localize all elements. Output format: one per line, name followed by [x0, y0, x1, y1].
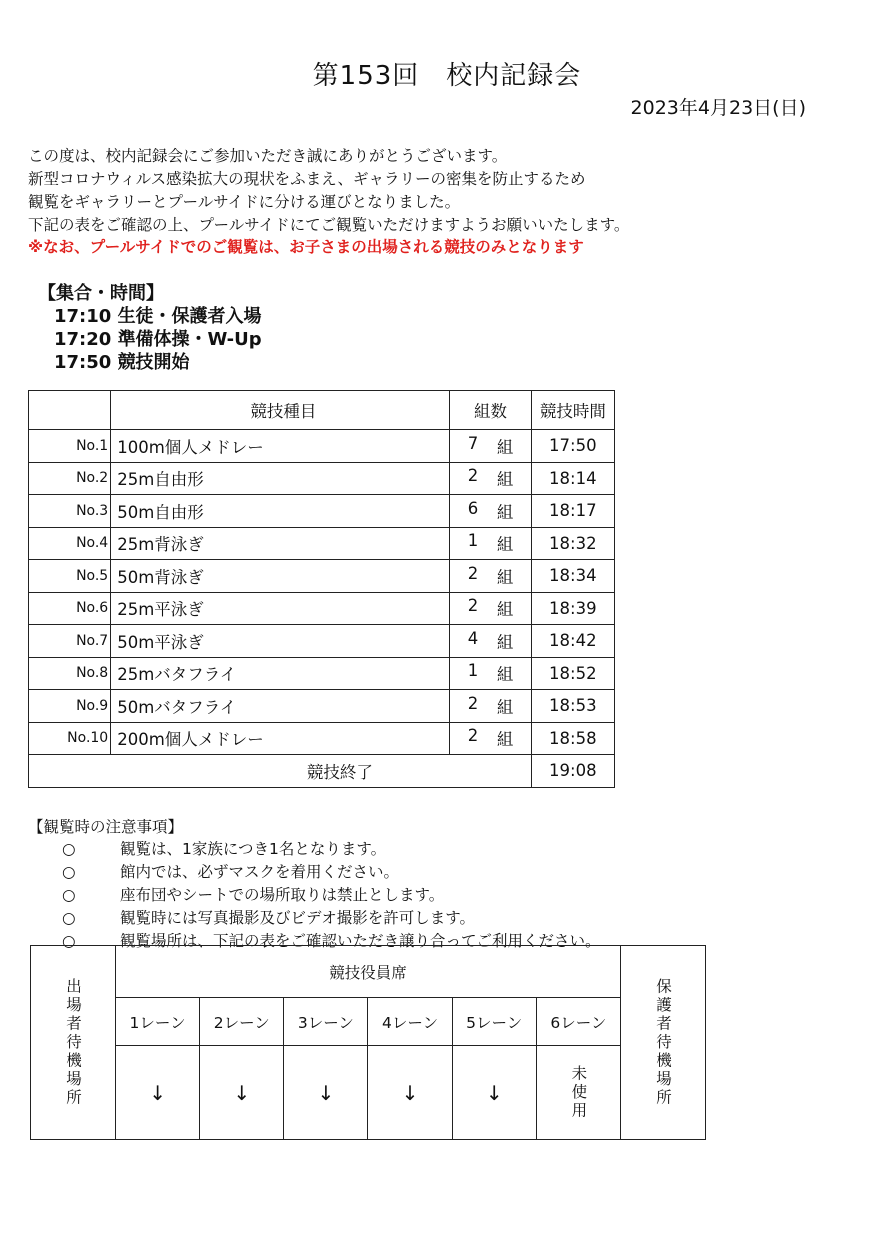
- event-date: 2023年4月23日(日): [630, 97, 806, 119]
- table-row: [29, 462, 615, 495]
- event-groups: [450, 657, 531, 690]
- table-row: [29, 722, 615, 755]
- schedule-title: 【集合・時間】: [38, 283, 164, 304]
- event-groups: [450, 527, 531, 560]
- lane-table: [30, 945, 706, 1140]
- event-time: 18:17: [531, 495, 614, 528]
- group-count: 6: [467, 498, 479, 518]
- event-name: 50m背泳ぎ: [111, 560, 450, 593]
- event-number: No.5: [29, 560, 111, 593]
- circle-icon: ○: [62, 886, 76, 904]
- intro-line: この度は、校内記録会にご参加いただき誠にありがとうございます。: [28, 147, 508, 165]
- group-count: 1: [467, 661, 479, 681]
- note-item: [62, 884, 444, 907]
- schedule-item: 17:20 準備体操・W-Up: [54, 329, 262, 350]
- note-item: [62, 861, 399, 884]
- circle-icon: ○: [62, 932, 76, 950]
- group-unit: 組: [496, 730, 514, 750]
- arrow-down-icon: ↓: [368, 1046, 452, 1140]
- lane-label: 1レーン: [116, 998, 200, 1046]
- event-number: No.3: [29, 495, 111, 528]
- event-time: 18:42: [531, 625, 614, 658]
- note-text: 館内では、必ずマスクを着用ください。: [120, 863, 400, 881]
- event-number: No.4: [29, 527, 111, 560]
- event-groups: [450, 592, 531, 625]
- lane-unused: [536, 1046, 620, 1140]
- note-text: 観覧時には写真撮影及びビデオ撮影を許可します。: [120, 909, 475, 927]
- table-row: [29, 527, 615, 560]
- circle-icon: ○: [62, 909, 76, 927]
- page-title: 第153回 校内記録会: [312, 61, 582, 91]
- group-count: 2: [467, 563, 479, 583]
- note-text: 観覧場所は、下記の表をご確認いただき譲り合ってご利用ください。: [120, 932, 601, 950]
- table-row: [29, 430, 615, 463]
- group-count: 2: [467, 596, 479, 616]
- note-text: 座布団やシートでの場所取りは禁止とします。: [120, 886, 445, 904]
- table-row: [29, 592, 615, 625]
- arrow-down-icon: ↓: [200, 1046, 284, 1140]
- group-unit: 組: [496, 502, 514, 522]
- lane-label: 3レーン: [284, 998, 368, 1046]
- event-number: No.10: [29, 722, 111, 755]
- group-unit: 組: [496, 632, 514, 652]
- table-row: [29, 560, 615, 593]
- lane-label: 4レーン: [368, 998, 452, 1046]
- note-item: [62, 838, 386, 861]
- event-number: No.2: [29, 462, 111, 495]
- circle-icon: ○: [62, 863, 76, 881]
- event-time: 17:50: [531, 430, 614, 463]
- events-table-header: [29, 391, 615, 430]
- schedule-item: 17:50 競技開始: [54, 352, 190, 373]
- athlete-waiting-label: 出場者待機場所: [64, 977, 82, 1108]
- event-number: No.8: [29, 657, 111, 690]
- group-unit: 組: [496, 665, 514, 685]
- event-name: 25mバタフライ: [111, 657, 450, 690]
- table-row: [29, 625, 615, 658]
- event-time: 18:14: [531, 462, 614, 495]
- event-number: No.1: [29, 430, 111, 463]
- officials-seat: 競技役員席: [116, 946, 621, 998]
- event-name: 25m自由形: [111, 462, 450, 495]
- group-unit: 組: [496, 535, 514, 555]
- header-blank: [29, 391, 111, 430]
- event-time: 18:39: [531, 592, 614, 625]
- header-groups: 組数: [450, 391, 531, 430]
- header-event: 競技種目: [111, 391, 450, 430]
- arrow-down-icon: ↓: [452, 1046, 536, 1140]
- group-count: 7: [467, 433, 479, 453]
- intro-line: 観覧をギャラリーとプールサイドに分ける運びとなりました。: [28, 193, 461, 211]
- event-groups: [450, 430, 531, 463]
- event-name: 25m背泳ぎ: [111, 527, 450, 560]
- lane-label: 6レーン: [536, 998, 620, 1046]
- end-label: 競技終了: [29, 755, 532, 788]
- event-groups: [450, 722, 531, 755]
- table-row: [29, 495, 615, 528]
- group-count: 2: [467, 726, 479, 746]
- circle-icon: ○: [62, 840, 76, 858]
- schedule-item: 17:10 生徒・保護者入場: [54, 306, 262, 327]
- event-name: 50m自由形: [111, 495, 450, 528]
- group-unit: 組: [496, 567, 514, 587]
- event-groups: [450, 690, 531, 723]
- note-text: 観覧は、1家族につき1名となります。: [120, 840, 387, 858]
- lane-label: 5レーン: [452, 998, 536, 1046]
- arrow-down-icon: ↓: [284, 1046, 368, 1140]
- event-time: 18:34: [531, 560, 614, 593]
- event-time: 18:53: [531, 690, 614, 723]
- events-end-row: [29, 755, 615, 788]
- table-row: [29, 657, 615, 690]
- group-count: 4: [467, 628, 479, 648]
- table-row: [29, 690, 615, 723]
- event-groups: [450, 462, 531, 495]
- intro-line: 新型コロナウィルス感染拡大の現状をふまえ、ギャラリーの密集を防止するため: [28, 170, 586, 188]
- header-time: 競技時間: [531, 391, 614, 430]
- event-groups: [450, 560, 531, 593]
- group-count: 1: [467, 531, 479, 551]
- events-table: [28, 390, 615, 788]
- guardian-waiting-area: [621, 946, 706, 1140]
- event-name: 50mバタフライ: [111, 690, 450, 723]
- group-unit: 組: [496, 470, 514, 490]
- group-unit: 組: [496, 437, 514, 457]
- event-time: 18:52: [531, 657, 614, 690]
- note-item: [62, 907, 475, 930]
- event-name: 100m個人メドレー: [111, 430, 450, 463]
- group-count: 2: [467, 466, 479, 486]
- end-time: 19:08: [531, 755, 614, 788]
- athlete-waiting-area: [31, 946, 116, 1140]
- group-count: 2: [467, 693, 479, 713]
- event-groups: [450, 625, 531, 658]
- event-groups: [450, 495, 531, 528]
- event-name: 200m個人メドレー: [111, 722, 450, 755]
- event-name: 50m平泳ぎ: [111, 625, 450, 658]
- event-time: 18:32: [531, 527, 614, 560]
- intro-line: 下記の表をご確認の上、プールサイドにてご観覧いただけますようお願いいたします。: [28, 216, 630, 234]
- guardian-waiting-label: 保護者待機場所: [654, 977, 672, 1108]
- event-number: No.7: [29, 625, 111, 658]
- group-unit: 組: [496, 697, 514, 717]
- group-unit: 組: [496, 600, 514, 620]
- intro-warning-note: ※なお、プールサイドでのご観覧は、お子さまの出場される競技のみとなります: [28, 238, 584, 256]
- event-number: No.6: [29, 592, 111, 625]
- event-name: 25m平泳ぎ: [111, 592, 450, 625]
- event-time: 18:58: [531, 722, 614, 755]
- arrow-down-icon: ↓: [116, 1046, 200, 1140]
- event-number: No.9: [29, 690, 111, 723]
- lane-unused-label: 未使用: [569, 1064, 588, 1121]
- notes-title: 【観覧時の注意事項】: [28, 818, 184, 836]
- lane-label: 2レーン: [200, 998, 284, 1046]
